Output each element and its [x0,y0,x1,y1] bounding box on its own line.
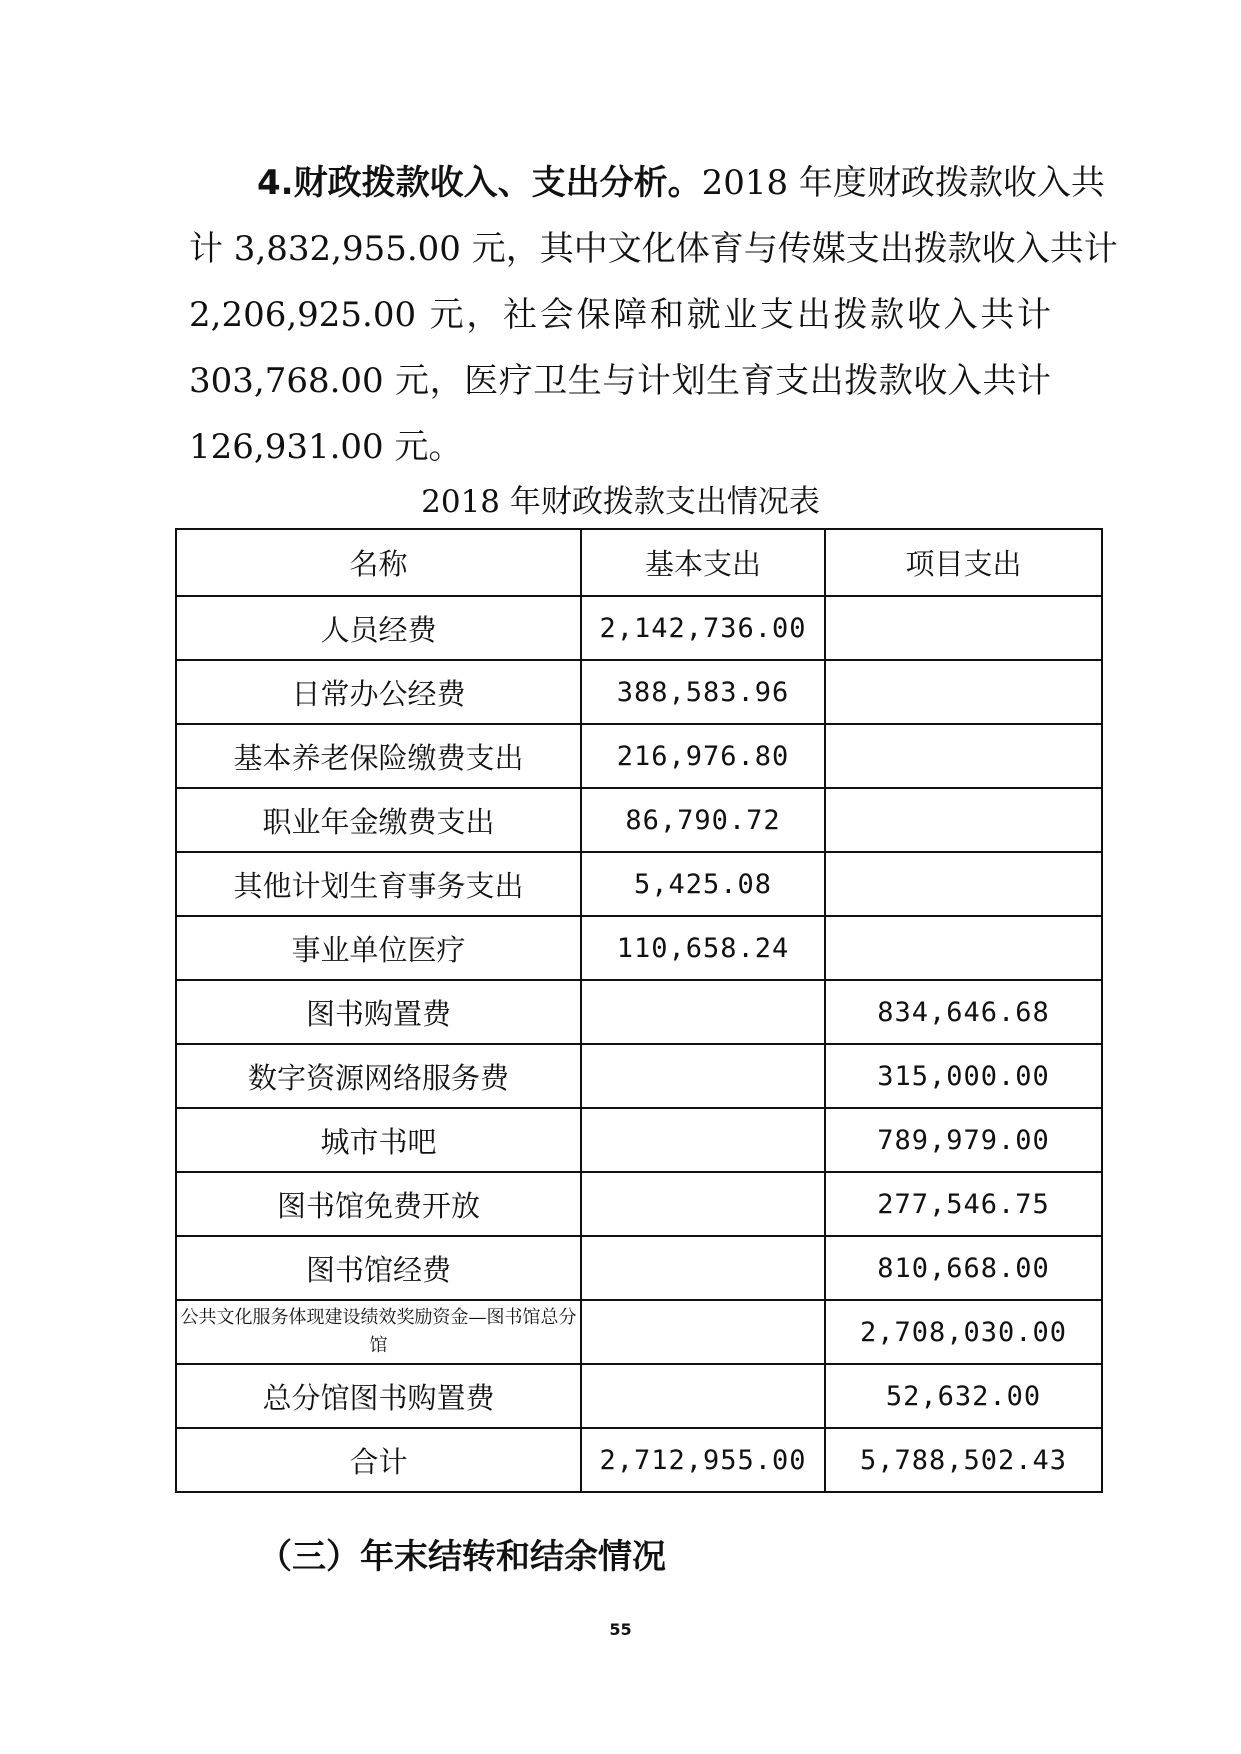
cell-project: 5,788,502.43 [825,1428,1102,1492]
paragraph-line-2: 计 3,832,955.00 元，其中文化体育与传媒支出拨款收入共计 [189,229,1118,269]
table-row [176,596,1102,660]
table-row [176,1108,1102,1172]
table-row [176,1236,1102,1300]
cell-basic: 2,142,736.00 [581,596,825,660]
cell-name: 总分馆图书购置费 [176,1364,581,1428]
cell-name: 人员经费 [176,596,581,660]
cell-basic: 216,976.80 [581,724,825,788]
cell-name: 图书购置费 [176,980,581,1044]
expenditure-table [175,528,1103,1493]
cell-project: 52,632.00 [825,1364,1102,1428]
cell-name: 公共文化服务体现建设绩效奖励资金—图书馆总分馆 [176,1300,581,1364]
cell-basic: 5,425.08 [581,852,825,916]
header-name: 名称 [176,529,581,596]
header-basic: 基本支出 [581,529,825,596]
table-total-row [176,1428,1102,1492]
cell-name: 事业单位医疗 [176,916,581,980]
table-row [176,1172,1102,1236]
cell-project [825,660,1102,724]
cell-basic [581,980,825,1044]
cell-name: 基本养老保险缴费支出 [176,724,581,788]
cell-basic [581,1108,825,1172]
cell-basic: 86,790.72 [581,788,825,852]
cell-project: 2,708,030.00 [825,1300,1102,1364]
table-header-row [176,529,1102,596]
table-row [176,660,1102,724]
cell-name: 数字资源网络服务费 [176,1044,581,1108]
cell-name: 其他计划生育事务支出 [176,852,581,916]
cell-project: 789,979.00 [825,1108,1102,1172]
cell-project: 834,646.68 [825,980,1102,1044]
page-number: 55 [609,1620,632,1639]
cell-name: 图书馆经费 [176,1236,581,1300]
cell-project [825,916,1102,980]
section-heading: （三）年末结转和结余情况 [258,1537,666,1577]
cell-basic: 110,658.24 [581,916,825,980]
cell-name: 日常办公经费 [176,660,581,724]
cell-basic [581,1044,825,1108]
cell-basic: 388,583.96 [581,660,825,724]
header-project: 项目支出 [825,529,1102,596]
paragraph-line-1-text: 2018 年度财政拨款收入共 [701,163,1105,203]
table-row [176,980,1102,1044]
cell-basic [581,1364,825,1428]
table-row [176,852,1102,916]
cell-basic: 2,712,955.00 [581,1428,825,1492]
cell-basic [581,1236,825,1300]
cell-basic [581,1300,825,1364]
cell-project: 277,546.75 [825,1172,1102,1236]
cell-name: 城市书吧 [176,1108,581,1172]
table-row [176,1044,1102,1108]
paragraph-line-5: 126,931.00 元。 [189,427,463,467]
cell-project: 315,000.00 [825,1044,1102,1108]
paragraph-line-3: 2,206,925.00 元，社会保障和就业支出拨款收入共计 [189,295,1051,335]
table-row [176,916,1102,980]
paragraph-line-1 [189,150,1105,216]
cell-project [825,724,1102,788]
cell-name: 合计 [176,1428,581,1492]
cell-project: 810,668.00 [825,1236,1102,1300]
cell-name: 职业年金缴费支出 [176,788,581,852]
paragraph-lead-heading: 4.财政拨款收入、支出分析。 [257,163,702,203]
table-row [176,1300,1102,1364]
table-row [176,724,1102,788]
table-title: 2018 年财政拨款支出情况表 [421,484,820,520]
cell-basic [581,1172,825,1236]
table-row [176,1364,1102,1428]
cell-project [825,596,1102,660]
table-row [176,788,1102,852]
paragraph-line-4: 303,768.00 元，医疗卫生与计划生育支出拨款收入共计 [189,361,1051,401]
analysis-paragraph [189,150,1118,480]
cell-project [825,852,1102,916]
cell-name: 图书馆免费开放 [176,1172,581,1236]
cell-project [825,788,1102,852]
